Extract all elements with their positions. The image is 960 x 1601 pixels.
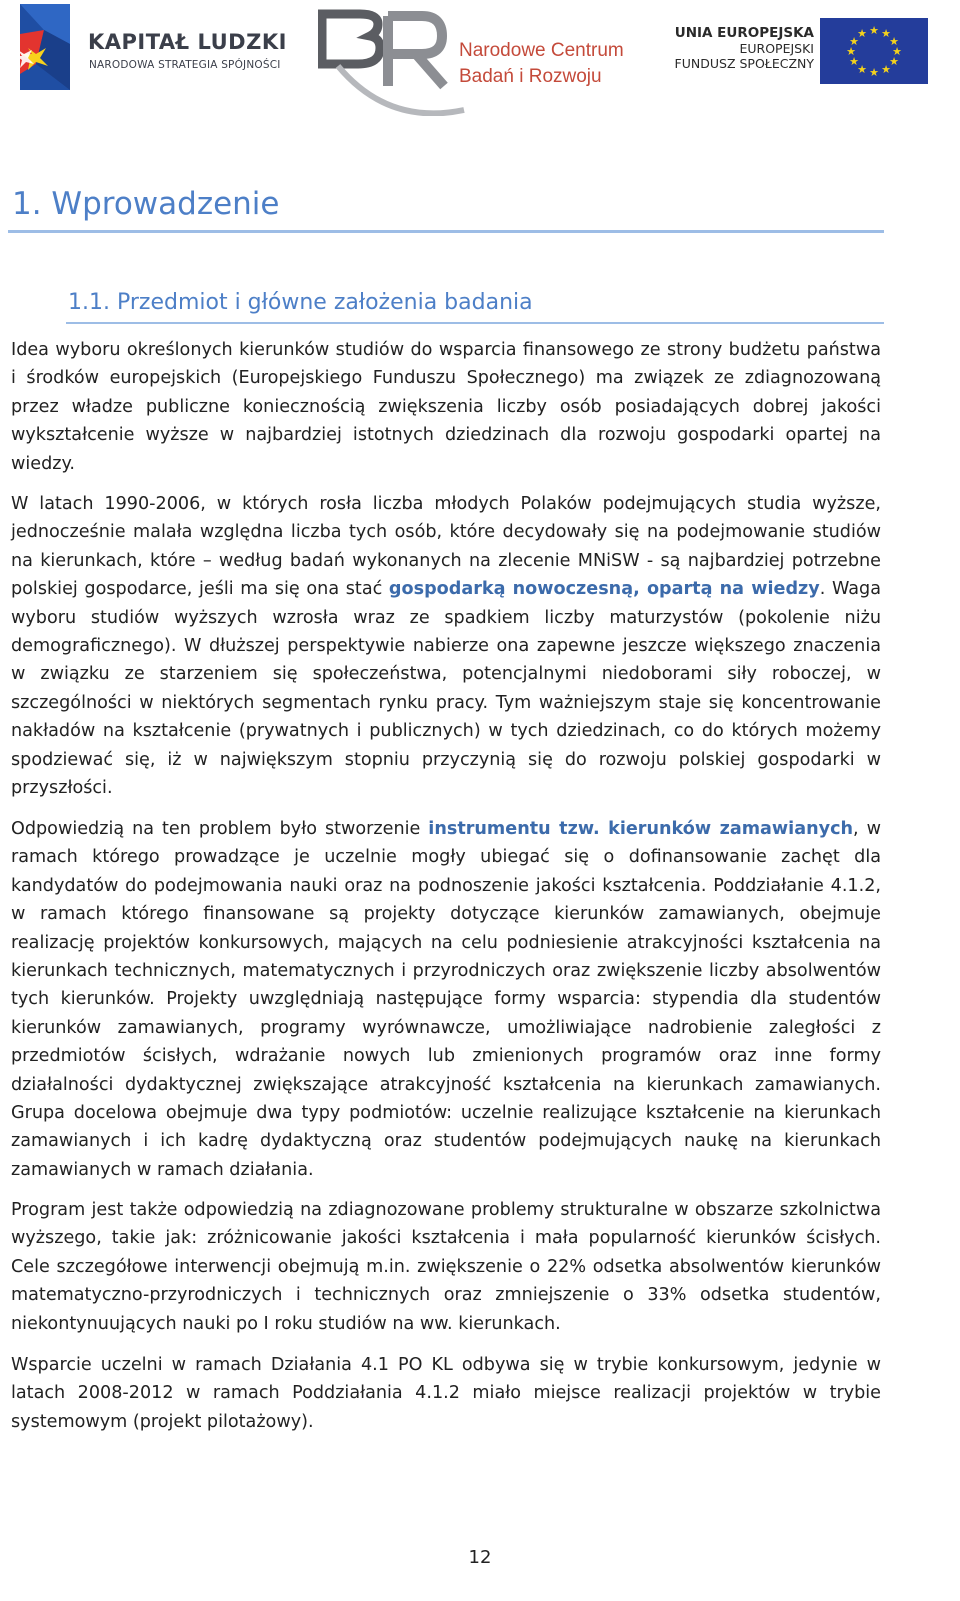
subheading-rule — [66, 322, 884, 324]
svg-text:★: ★ — [846, 45, 856, 58]
paragraph-5: Wsparcie uczelni w ramach Działania 4.1 PO KL odbywa się w trybie konkursowym, jedynie w latach 2008-2012 w ramach Poddziałania 4.1.2 miało miejsce realizacji projektów w trybie systemowym (projekt pilotażowy). — [11, 1355, 881, 1432]
eu-logo-text — [675, 25, 814, 71]
subheading-przedmiot: 1.1. Przedmiot i główne założenia badania — [68, 290, 533, 315]
paragraph-4: Program jest także odpowiedzią na zdiagnozowane problemy strukturalne w obszarze szkolnictwa wyższego, takie jak: zróżnicowanie jakości kształcenia i mała popularność kierunków ścisłych. Cele szczegółowe interwencji obejmują m.in. zwiększenie o 22% odsetka absolwentów kierunków matematyczno-przyrodniczych i technicznych oraz zmniejszenie o 33% odsetka studentów, niekontynuujących nauki po I roku studiów na ww. kierunkach. — [11, 1200, 881, 1334]
page-header — [0, 0, 960, 120]
svg-text:★: ★ — [889, 35, 899, 48]
svg-text:★: ★ — [869, 66, 879, 79]
kapital-ludzki-flag-icon — [14, 4, 72, 92]
eu-logo — [652, 16, 944, 86]
paragraph-3-text-a: Odpowiedzią na ten problem było stworzenie — [11, 819, 429, 839]
kapital-ludzki-logo — [14, 4, 287, 92]
paragraph-2-highlight: gospodarką nowoczesną, opartą na wiedzy — [388, 579, 820, 600]
paragraph-2-text-b: . Waga wyboru studiów wyższych wzrosła wraz ze spadkiem liczby maturzystów (pokolenie niżu demograficznego). W dłuższej perspektywie nabierze ona zapewne jeszcze większego znaczenia w związku ze starzeniem się społeczeństwa, potencjalnymi niedoborami siły roboczej, w szczególności w niektórych segmentach rynku pracy. Tym ważniejszym staje się koncentrowanie nakładów na kształcenie (prywatnych i publicznych) w tych dziedzinach, co do których możemy spodziewać się, iż w największym stopniu przyczynią się do rozwoju polskiej gospodarki w przyszłości. — [11, 579, 881, 799]
eu-flag-icon — [820, 18, 928, 84]
svg-text:★: ★ — [849, 35, 859, 48]
eu-line2: EUROPEJSKI — [739, 41, 814, 56]
svg-text:★: ★ — [869, 24, 879, 37]
svg-text:★: ★ — [881, 27, 891, 40]
paragraph-3-highlight: instrumentu tzw. kierunków zamawianych — [428, 819, 854, 839]
kapital-ludzki-title: KAPITAŁ LUDZKI — [88, 30, 287, 54]
ncbr-name-line2: Badań i Rozwoju — [459, 66, 602, 87]
svg-text:★: ★ — [857, 63, 867, 76]
ncbr-logo — [318, 6, 628, 116]
page-number: 12 — [468, 1547, 492, 1568]
ncbr-br-mark-icon — [318, 6, 468, 116]
paragraph-2-text-a: W latach 1990-2006, w których rosła liczba młodych Polaków podejmujących studia wyższe, jednocześnie malała względna liczba tych osób, które decydowały się na podejmowanie studiów na kierunkach, które – według badań wykonanych na zlecenie MNiSW - są najbardziej potrzebne polskiej gospodarce, jeśli ma się ona stać — [11, 494, 881, 600]
heading-wprowadzenie: 1. Wprowadzenie — [12, 186, 280, 222]
eu-line3: FUNDUSZ SPOŁECZNY — [674, 56, 814, 71]
svg-text:★: ★ — [892, 45, 902, 58]
heading-rule — [8, 230, 884, 233]
paragraph-2 — [11, 490, 881, 802]
ncbr-name-line1: Narodowe Centrum — [459, 40, 624, 61]
paragraph-1: Idea wyboru określonych kierunków studiów do wsparcia finansowego ze strony budżetu państwa i środków europejskich (Europejskiego Funduszu Społecznego) ma związek ze zdiagnozowaną przez władze publiczne koniecznością zwiększenia liczby osób posiadających dobrej jakości wykształcenie wyższe w najbardziej istotnych dziedzinach dla rozwoju gospodarki opartej na wiedzy. — [11, 340, 881, 474]
svg-text:★: ★ — [881, 63, 891, 76]
svg-text:★: ★ — [849, 55, 859, 68]
eu-line1: UNIA EUROPEJSKA — [674, 25, 814, 41]
paragraph-3 — [11, 815, 881, 1184]
svg-text:★: ★ — [889, 55, 899, 68]
paragraph-3-text-b: , w ramach którego prowadzące je uczelnie mogły ubiegać się o dofinansowanie zachęt dla kandydatów do podejmowania nauki oraz na podnoszenie jakości kształcenia. Poddziałanie 4.1.2, w ramach którego finansowane są projekty dotyczące kierunków zamawianych, obejmuje realizację projektów konkursowych, mających na celu podniesienie atrakcyjności kształcenia na kierunkach technicznych, matematycznych i przyrodniczych oraz zwiększenie liczby absolwentów tych kierunków. Projekty uwzględniają następujące formy wsparcia: stypendia dla studentów kierunków zamawianych, programy wyrównawcze, umożliwiające nadrobienie zaległości z przedmiotów ścisłych, wdrażanie nowych lub zmienionych programów oraz inne formy działalności dydaktycznej zwiększające atrakcyjność kształcenia na kierunkach zamawianych. Grupa docelowa obejmuje dwa typy podmiotów: uczelnie realizujące kształcenie na kierunkach zamawianych i ich kadrę dydaktyczną oraz studentów podejmujących naukę na kierunkach zamawianych w ramach działania. — [11, 819, 881, 1180]
svg-text:★: ★ — [857, 27, 867, 40]
kapital-ludzki-subtitle: NARODOWA STRATEGIA SPÓJNOŚCI — [89, 59, 281, 71]
